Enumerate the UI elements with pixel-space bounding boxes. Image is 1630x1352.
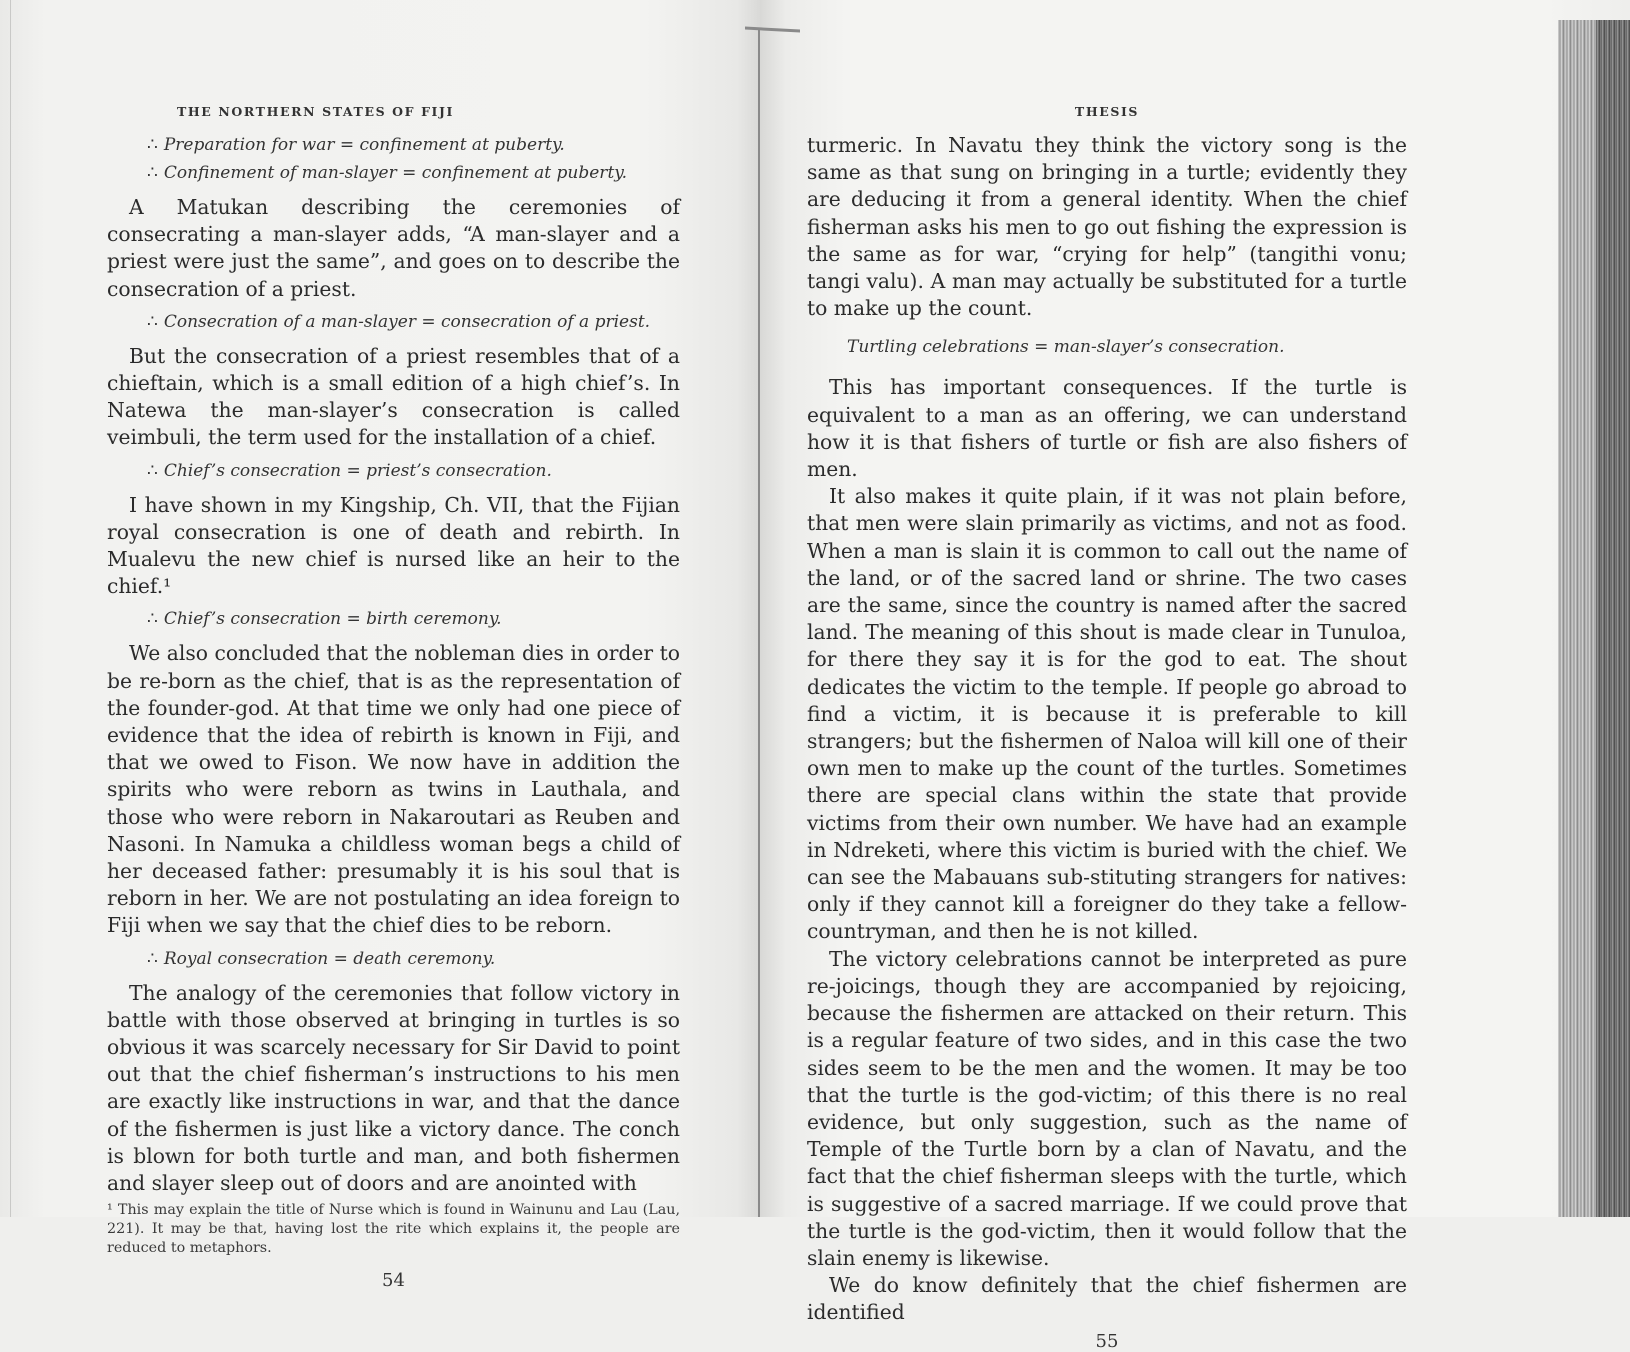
paragraph: turmeric. In Navatu they think the victory song is the same as that sung on bringing in a turtle; evidently they are deducing it from a general identity. When the chief fisherman asks his men to go out fishing the expression is the same as for war, “crying for help” (tangithi vonu; tangi valu). A man may actually be substituted for a turtle to make up the count.: [807, 133, 1407, 321]
paragraph: I have shown in my Kingship, Ch. VII, that the Fijian royal consecration is one of death and rebirth. In Mualevu the new chief is nursed like an heir to the chief.¹: [107, 492, 680, 599]
equation-5: ∴ Chief’s consecration = birth ceremony.: [147, 609, 502, 630]
therefore-symbol: ∴: [147, 311, 158, 332]
equation-1: ∴ Preparation for war = confinement at puberty.: [147, 135, 565, 155]
footnote: ¹ This may explain the title of Nurse which is found in Wainunu and Lau (Lau, 221). It may be that, having lost the rite which explains it, the people are reduced to metaphors.: [107, 1202, 680, 1257]
therefore-symbol: ∴: [147, 163, 158, 183]
paragraph: We do know definitely that the chief fishermen are identified: [807, 1273, 1407, 1325]
equation-2: ∴ Confinement of man-slayer = confinement at puberty.: [147, 163, 628, 183]
paragraph: We also concluded that the nobleman dies in order to be re-born as the chief, that is as the representation of the founder-god. At that time we only had one piece of evidence that the idea of rebirth is known in Fiji, and that we owed to Fison. We now have in addition the spirits who were reborn as twins in Lauthala, and those who were reborn in Nakaroutari as Reuben and Nasoni. In Namuka a childless woman begs a child of her deceased father: presumably it is his soul that is reborn in her. We are not postulating an idea foreign to Fiji when we say that the chief dies to be reborn.: [107, 641, 680, 938]
right-running-head: THESIS: [1074, 104, 1140, 119]
paragraph: It also makes it quite plain, if it was not plain before, that men were slain primarily as victims, and not as food. When a man is slain it is common to call out the name of the land, or of the sacred land or shrine. The two cases are the same, since the country is named after the sacred land. The meaning of this shout is made clear in Tunuloa, for there they say it is for the god to eat. The shout dedicates the victim to the temple. If people go abroad to find a victim, it is because it is preferable to kill strangers; but the fishermen of Naloa will kill one of their own men to make up the count of the turtles. Sometimes there are special clans within the state that provide victims from their own number. We have had an example in Ndreketi, where this victim is buried with the chief. We can see the Mabauans sub-stituting strangers for natives: only if they cannot kill a foreigner do they take a fellow-countryman, and then he is not killed.: [807, 484, 1407, 944]
paragraph: But the consecration of a priest resembles that of a chieftain, which is a small edition of a high chief’s. In Natewa the man-slayer’s consecration is called veimbuli, the term used for the installation of a chief.: [107, 343, 680, 450]
page-number-right: 55: [1095, 1330, 1119, 1352]
equation-6: ∴ Royal consecration = death ceremony.: [147, 948, 496, 969]
left-page-edge: [10, 0, 11, 1217]
therefore-symbol: ∴: [147, 609, 158, 630]
right-text-column: [807, 96, 1407, 1352]
page-number-left: 54: [382, 1270, 405, 1292]
equation-3: ∴ Consecration of a man-slayer = consecration of a priest.: [147, 311, 651, 332]
therefore-symbol: ∴: [147, 135, 158, 155]
book-gutter: [758, 30, 760, 1217]
left-text-column: [107, 96, 680, 1291]
therefore-symbol: ∴: [147, 460, 158, 481]
page-edges-shadow: [1596, 20, 1630, 1217]
left-running-head: THE NORTHERN STATES OF FIJI: [177, 104, 454, 119]
equation-turtling: Turtling celebrations = man-slayer’s consecration.: [847, 337, 1285, 358]
paragraph: The victory celebrations cannot be interpreted as pure re-joicings, though they are accompanied by rejoicing, because the fishermen are attacked on their return. This is a regular feature of two sides, and in this case the two sides seem to be the men and the women. It may be too that the turtle is the god-victim; of this there is no real evidence, but only suggestion, such as the name of Temple of the Turtle born by a clan of Navatu, and the fact that the chief fisherman sleeps with the turtle, which is suggestive of a sacred marriage. If we could prove that the turtle is the god-victim, then it would follow that the slain enemy is likewise.: [807, 946, 1407, 1270]
therefore-symbol: ∴: [147, 948, 158, 969]
paragraph: A Matukan describing the ceremonies of consecrating a man-slayer adds, “A man-slayer and a priest were just the same”, and goes on to describe the consecration of a priest.: [107, 195, 680, 301]
paragraph: This has important consequences. If the turtle is equivalent to a man as an offering, we can understand how it is that fishers of turtle or fish are also fishers of men.: [807, 375, 1407, 482]
equation-4: ∴ Chief’s consecration = priest’s consecration.: [147, 460, 552, 481]
paragraph: The analogy of the ceremonies that follow victory in battle with those observed at bringing in turtles is so obvious it was scarcely necessary for Sir David to point out that the chief fisherman’s instructions to his men are exactly like instructions in war, and that the dance of the fishermen is just like a victory dance. The conch is blown for both turtle and man, and both fishermen and slayer sleep out of doors and are anointed with: [107, 980, 680, 1196]
